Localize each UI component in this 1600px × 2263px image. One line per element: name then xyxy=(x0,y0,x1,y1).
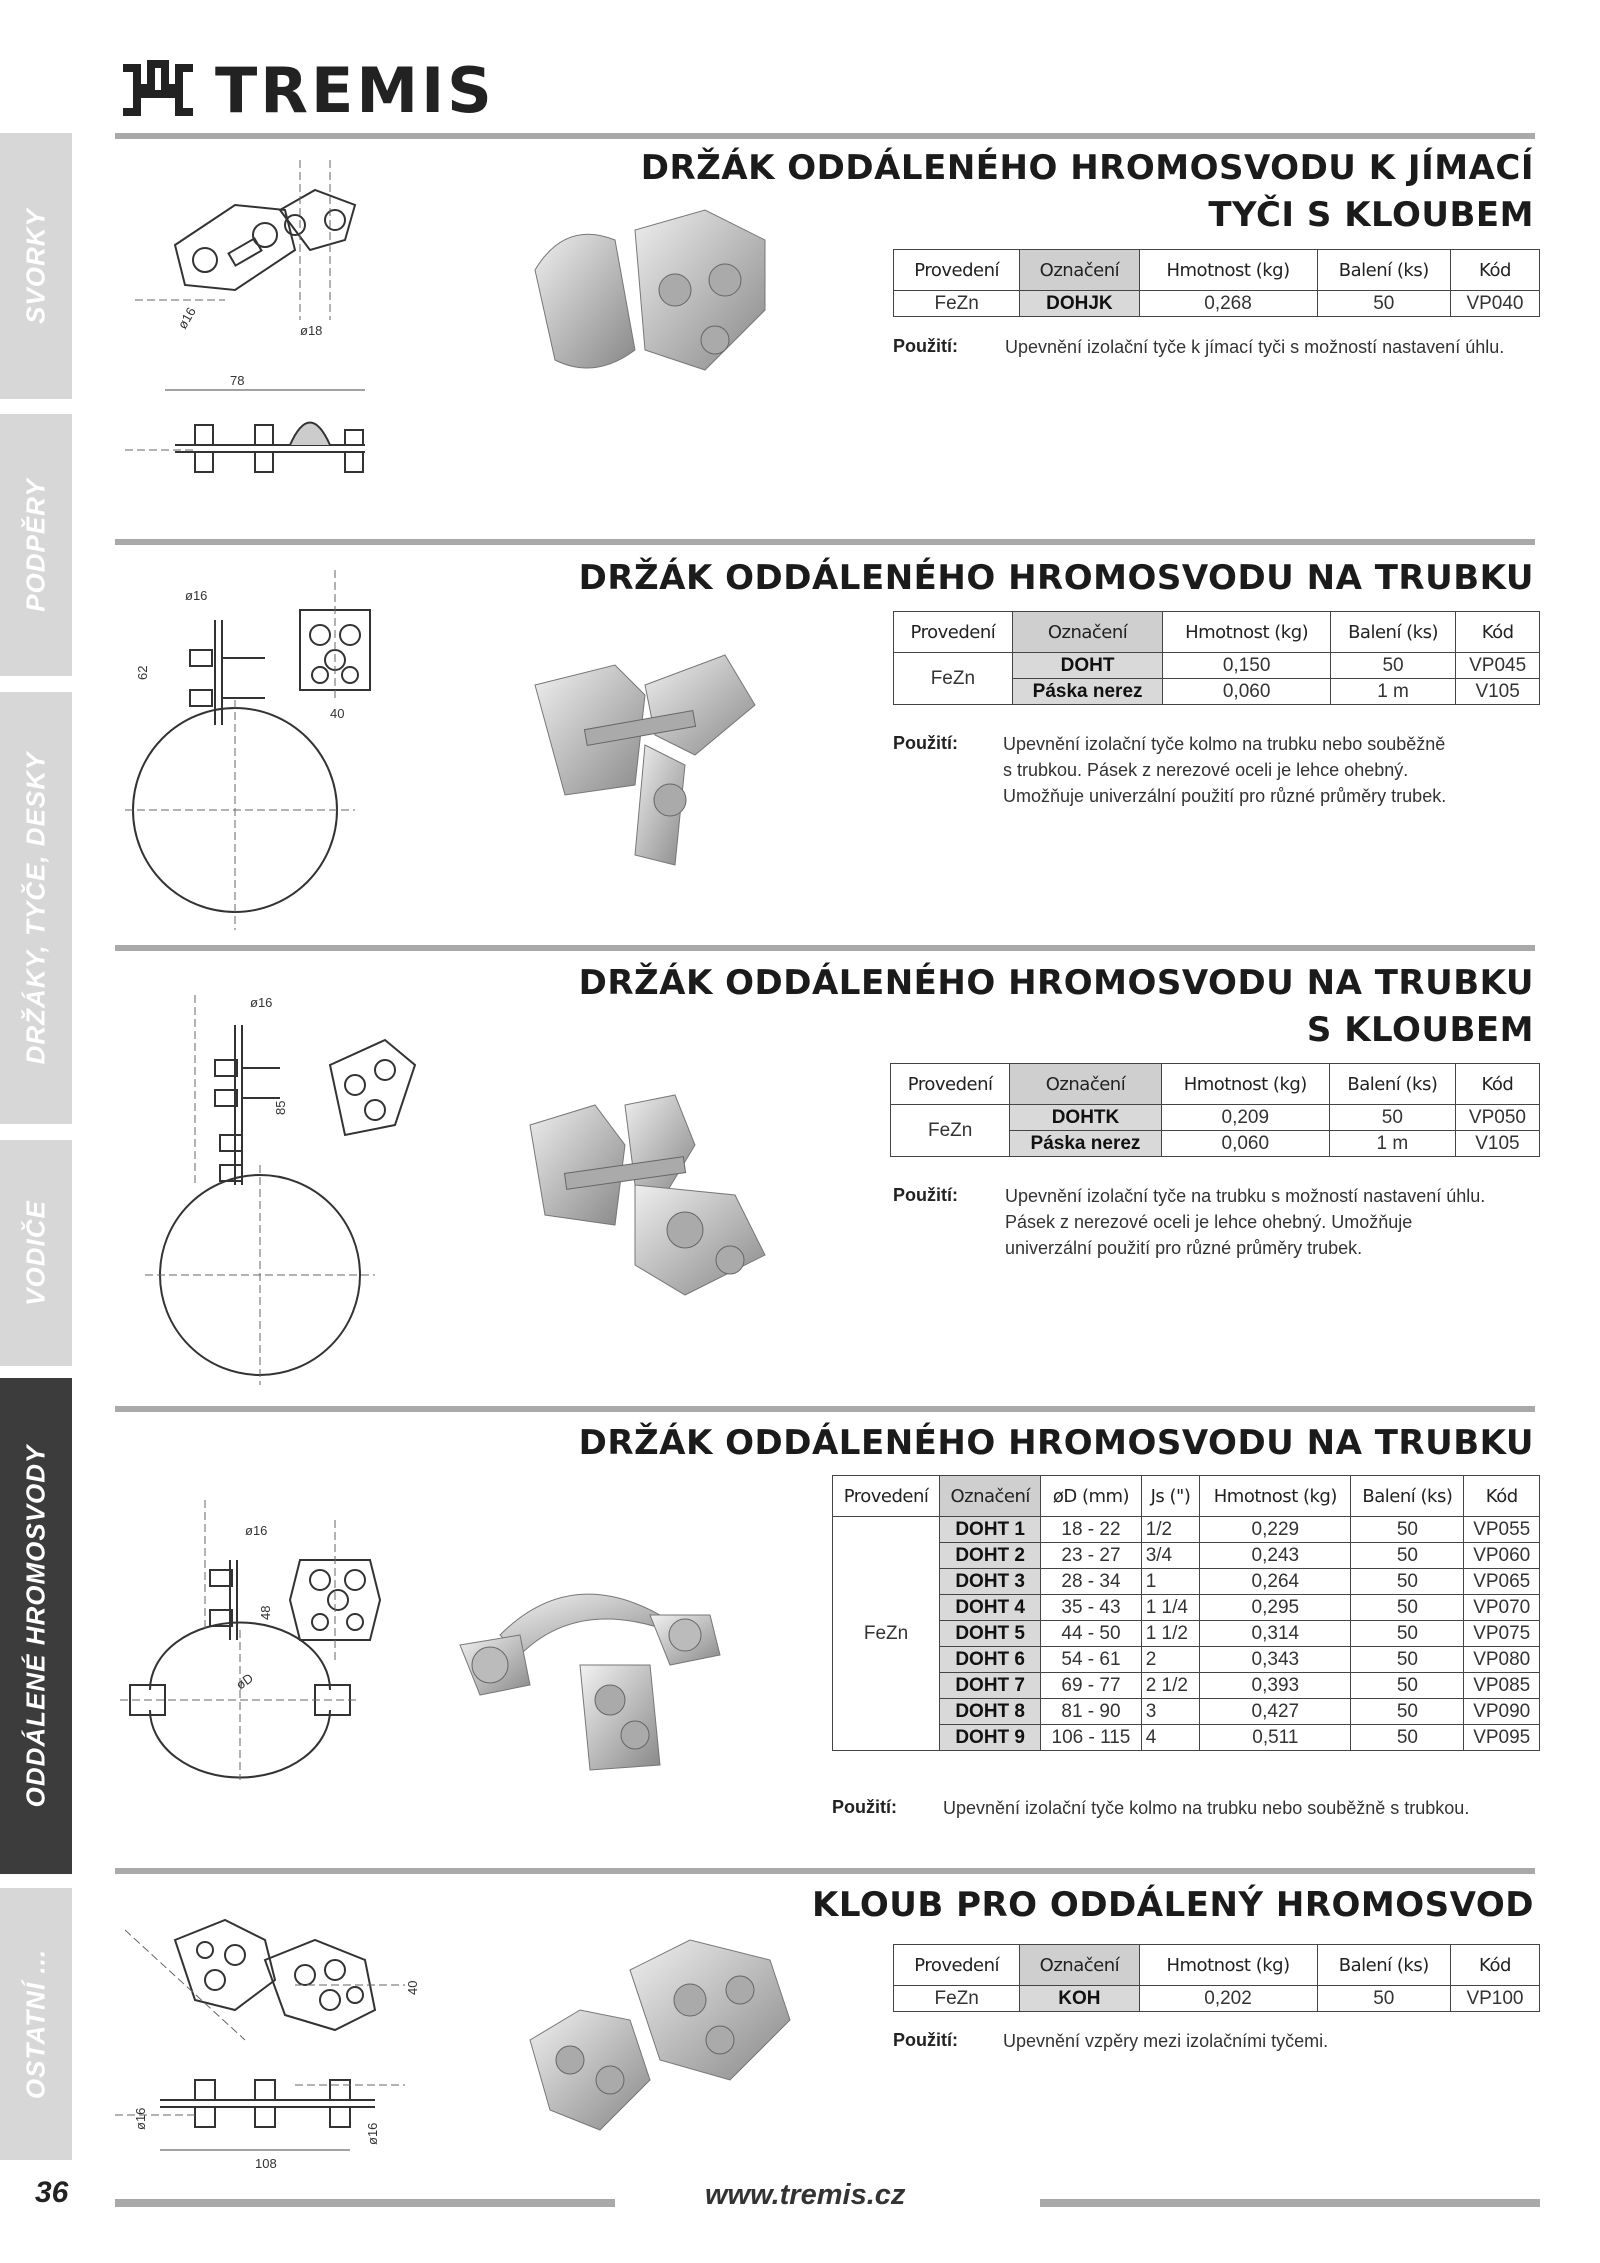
spec-table: Provedení Označení Hmotnost (kg) Balení (ks) Kód FeZn DOHJK 0,268 50 VP040 xyxy=(893,249,1540,317)
table-row: FeZn KOH 0,202 50 VP100 xyxy=(894,1986,1540,2012)
technical-drawing xyxy=(125,560,385,930)
product-photo xyxy=(515,1085,805,1325)
side-tab-podpery[interactable] xyxy=(0,414,72,676)
usage-text: Upevnění izolační tyče kolmo na trubku nebo souběžně s trubkou. xyxy=(943,1798,1470,1818)
svg-text:40: 40 xyxy=(330,706,345,721)
table-row: DOHT 2 23 - 27 3/4 0,243 50 VP060 xyxy=(833,1543,1540,1569)
usage-text: Upevnění izolační tyče k jímací tyči s možností nastavení úhlu. xyxy=(1005,337,1505,357)
product-photo xyxy=(525,625,785,905)
svg-text:ø16: ø16 xyxy=(365,2122,380,2145)
section-divider xyxy=(115,1868,1535,1874)
table-row: Páska nerez 0,060 1 m V105 xyxy=(891,1131,1540,1157)
svg-text:78: 78 xyxy=(230,373,245,388)
spec-table: Provedení Označení øD (mm) Js (") Hmotnost (kg) Balení (ks) Kód FeZn DOHT 1 18 - 22 1/2 0,229 50 VP055 DOHT 2 23 - 27 3/4 0,243 50 VP060 DOHT 3 28 - 34 1 0,264 50 VP065 DOHT 4 35 - 43 1 1/4 0,295 50 VP070 DOHT 5 44 - 50 1 1/2 0,314 50 VP075 DOHT 6 54 - 61 2 0,343 50 VP080 DOHT 7 69 - 77 2 1/2 0,393 50 VP085 DOHT 8 81 - 90 3 0,427 50 VP090 DOHT 9 106 - 115 4 0,511 50 VP095 xyxy=(832,1475,1540,1751)
table-row: DOHT 8 81 - 90 3 0,427 50 VP090 xyxy=(833,1699,1540,1725)
section-divider xyxy=(115,539,1535,545)
side-tab-ostatni[interactable] xyxy=(0,1888,72,2160)
side-tab-label: DRŽÁKY, TYČE, DESKY xyxy=(20,751,51,1065)
svg-text:62: 62 xyxy=(135,665,150,680)
footer-url[interactable]: www.tremis.cz xyxy=(705,2179,906,2211)
table-row: FeZn DOHJK 0,268 50 VP040 xyxy=(894,291,1540,317)
technical-drawing xyxy=(115,1900,445,2200)
section-title: KLOUB PRO ODDÁLENÝ HROMOSVOD xyxy=(812,1885,1534,1925)
brand-name: TREMIS xyxy=(215,54,495,127)
usage-label: Použití: xyxy=(893,2030,958,2050)
svg-text:ø18: ø18 xyxy=(300,323,323,338)
svg-text:40: 40 xyxy=(405,1980,420,1995)
side-tab-vodice[interactable] xyxy=(0,1140,72,1366)
svg-text:øD: øD xyxy=(233,1670,256,1693)
usage-label: Použití: xyxy=(832,1797,897,1817)
section-divider xyxy=(115,133,1535,139)
usage-text: Upevnění izolační tyče na trubku s možností nastavení úhlu. Pásek z nerezové oceli je lehce ohebný. Umožňuje univerzální použití pro různé průměry trubek. xyxy=(1005,1186,1486,1258)
table-row: DOHT 6 54 - 61 2 0,343 50 VP080 xyxy=(833,1647,1540,1673)
usage-text: Upevnění vzpěry mezi izolačními tyčemi. xyxy=(1003,2031,1329,2051)
technical-drawing xyxy=(125,985,445,1385)
table-row: DOHT 5 44 - 50 1 1/2 0,314 50 VP075 xyxy=(833,1621,1540,1647)
technical-drawing xyxy=(115,150,445,510)
footer-rule-left xyxy=(115,2199,615,2207)
section-divider xyxy=(115,945,1535,951)
side-tab-label: SVORKY xyxy=(20,208,51,324)
table-row: DOHT 9 106 - 115 4 0,511 50 VP095 xyxy=(833,1725,1540,1751)
section-title: DRŽÁK ODDÁLENÉHO HROMOSVODU K JÍMACÍ TYČI S KLOUBEM xyxy=(640,148,1534,235)
table-row: Páska nerez 0,060 1 m V105 xyxy=(894,679,1540,705)
side-tab-oddalene-hromosvody[interactable] xyxy=(0,1378,72,1874)
spec-table: Provedení Označení Hmotnost (kg) Balení (ks) Kód FeZn DOHT 0,150 50 VP045 Páska nerez 0,060 1 m V105 xyxy=(893,611,1540,705)
svg-text:ø16: ø16 xyxy=(133,2107,148,2130)
section-title: DRŽÁK ODDÁLENÉHO HROMOSVODU NA TRUBKU S KLOUBEM xyxy=(578,963,1534,1050)
spec-table: Provedení Označení Hmotnost (kg) Balení (ks) Kód FeZn KOH 0,202 50 VP100 xyxy=(893,1944,1540,2012)
technical-drawing xyxy=(120,1500,430,1800)
side-tab-label: PODPĚRY xyxy=(20,478,51,612)
side-tab-label: OSTATNÍ ... xyxy=(20,1948,51,2100)
side-tab-label: ODDÁLENÉ HROMOSVODY xyxy=(20,1444,51,1808)
svg-text:ø16: ø16 xyxy=(185,588,208,603)
footer-rule-right xyxy=(1040,2199,1540,2207)
svg-text:ø16: ø16 xyxy=(245,1523,268,1538)
svg-text:48: 48 xyxy=(258,1605,273,1620)
tremis-logo-icon xyxy=(115,60,200,120)
svg-text:85: 85 xyxy=(273,1100,288,1115)
page-number: 36 xyxy=(35,2176,69,2209)
product-photo xyxy=(520,1930,800,2170)
usage-text: Upevnění izolační tyče kolmo na trubku nebo souběžně s trubkou. Pásek z nerezové oceli je lehce ohebný. Umožňuje univerzální použití pro různé průměry trubek. xyxy=(1003,734,1447,806)
usage-label: Použití: xyxy=(893,1185,958,1205)
table-row: DOHT 4 35 - 43 1 1/4 0,295 50 VP070 xyxy=(833,1595,1540,1621)
section-title: DRŽÁK ODDÁLENÉHO HROMOSVODU NA TRUBKU xyxy=(578,558,1534,598)
table-row: DOHT 3 28 - 34 1 0,264 50 VP065 xyxy=(833,1569,1540,1595)
usage-label: Použití: xyxy=(893,733,958,753)
section-title: DRŽÁK ODDÁLENÉHO HROMOSVODU NA TRUBKU xyxy=(578,1423,1534,1463)
table-row: FeZn DOHTK 0,209 50 VP050 xyxy=(891,1105,1540,1131)
spec-table: Provedení Označení Hmotnost (kg) Balení (ks) Kód FeZn DOHTK 0,209 50 VP050 Páska nerez 0,060 1 m V105 xyxy=(890,1063,1540,1157)
svg-text:ø16: ø16 xyxy=(174,304,199,332)
usage-label: Použití: xyxy=(893,336,958,356)
svg-text:ø16: ø16 xyxy=(250,995,273,1010)
table-row: FeZn DOHT 1 18 - 22 1/2 0,229 50 VP055 xyxy=(833,1517,1540,1543)
side-tab-drzaky[interactable] xyxy=(0,692,72,1124)
product-photo xyxy=(525,200,785,430)
svg-text:108: 108 xyxy=(255,2156,277,2171)
side-tab-svorky[interactable] xyxy=(0,133,72,399)
section-divider xyxy=(115,1406,1535,1412)
product-photo xyxy=(450,1555,740,1785)
table-row: FeZn DOHT 0,150 50 VP045 xyxy=(894,653,1540,679)
table-row: DOHT 7 69 - 77 2 1/2 0,393 50 VP085 xyxy=(833,1673,1540,1699)
side-tab-label: VODIČE xyxy=(20,1200,51,1306)
